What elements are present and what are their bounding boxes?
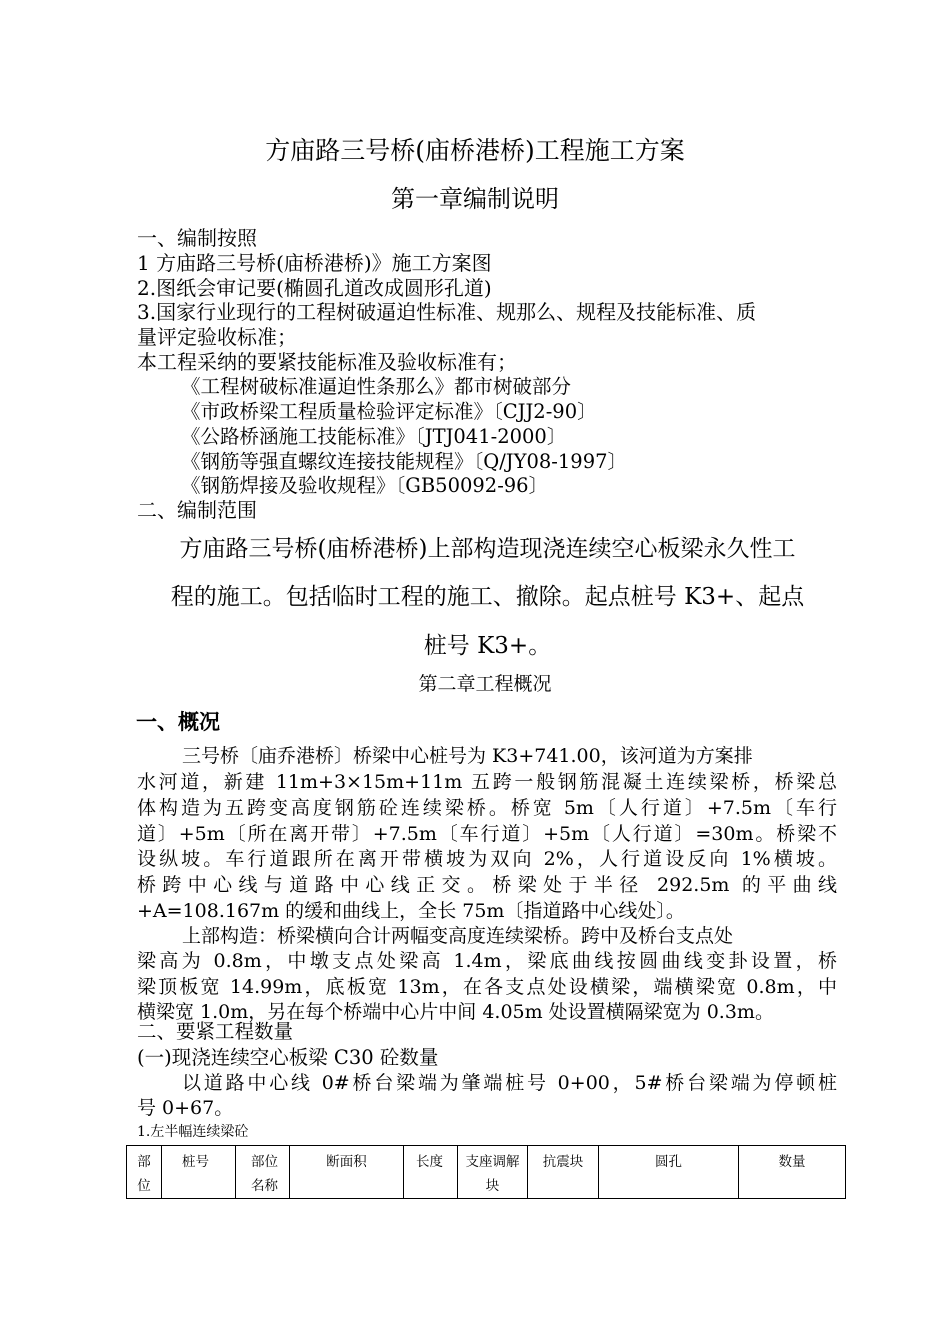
standard-item: 《公路桥涵施工技能标准》〔JTJ041-2000〕 xyxy=(181,425,567,448)
table-caption: 1.左半幅连续梁砼 xyxy=(137,1124,249,1140)
table-header-cell: 长度 xyxy=(404,1146,458,1199)
para1-line-5: 设纵坡。车行道跟所在离开带横坡为双向 2%，人行道设反向 1%横坡。 xyxy=(137,848,837,870)
standards-intro: 本工程采纳的要紧技能标准及验收标准有； xyxy=(137,350,517,374)
table-header-cell: 圆孔 xyxy=(599,1146,739,1199)
table-header-cell: 部位名称 xyxy=(236,1146,290,1199)
concrete-quantity-table xyxy=(126,1145,846,1199)
para2-line-2: 梁高为 0.8m，中墩支点处梁高 1.4m，梁底曲线按圆曲线变卦设置，桥 xyxy=(137,950,837,972)
table-header-cell: 数量 xyxy=(739,1146,846,1199)
para1-line-4: 道〕+5m〔所在离开带〕+7.5m〔车行道〕+5m〔人行道〕=30m。桥梁不 xyxy=(137,823,837,845)
basis-item-3: 3.国家行业现行的工程树破逼迫性标准、规那么、规程及技能标准、质 xyxy=(137,300,757,324)
para2-line-4: 横梁宽 1.0m，另在每个桥端中心片中间 4.05m 处设置横隔梁宽为 0.3m。 xyxy=(137,1001,774,1023)
table-header-cell: 抗震块 xyxy=(528,1146,599,1199)
basis-item-2: 2.图纸会审记要(椭圆孔道改成圆形孔道) xyxy=(137,276,492,300)
para2-line-1: 上部构造：桥梁横向合计两幅变高度连续梁桥。跨中及桥台支点处 xyxy=(182,925,734,947)
scope-line-3: 桩号 K3+。 xyxy=(423,633,552,659)
subsection-c30: (一)现浇连续空心板梁 C30 砼数量 xyxy=(137,1046,439,1069)
chapter-1-heading: 第一章编制说明 xyxy=(391,185,559,213)
standard-item: 《钢筋等强直螺纹连接技能规程》〔Q/JY08-1997〕 xyxy=(181,450,628,473)
chapter-2-heading: 第二章工程概况 xyxy=(418,673,552,695)
table-header-cell: 支座调解块 xyxy=(458,1146,528,1199)
standard-item: 《钢筋焊接及验收规程》〔GB50092-96〕 xyxy=(181,474,549,497)
para3-line-2: 号 0+67。 xyxy=(137,1097,234,1119)
section-scope-heading: 二、编制范围 xyxy=(137,498,257,522)
standard-item: 《市政桥梁工程质量检验评定标准》〔CJJ2-90〕 xyxy=(181,400,597,423)
para1-line-6: 桥跨中心线与道路中心线正交。桥梁处于半径 292.5m 的平曲线 xyxy=(137,874,837,896)
para1-line-2: 水河道，新建 11m+3×15m+11m 五跨一般钢筋混凝土连续梁桥，桥梁总 xyxy=(137,771,837,793)
para3-line-1: 以道路中心线 0#桥台梁端为肇端桩号 0+00，5#桥台梁端为停顿桩 xyxy=(182,1072,837,1094)
table-header-cell: 断面积 xyxy=(290,1146,404,1199)
basis-item-1: 1 方庙路三号桥(庙桥港桥)》施工方案图 xyxy=(137,251,492,275)
overview-heading: 一、概况 xyxy=(136,710,220,734)
section-quantities-heading: 二、要紧工程数量 xyxy=(137,1020,294,1043)
document-title: 方庙路三号桥(庙桥港桥)工程施工方案 xyxy=(265,136,685,165)
para1-line-3: 体构造为五跨变高度钢筋砼连续梁桥。桥宽 5m〔人行道〕+7.5m〔车行 xyxy=(137,797,837,819)
para2-line-3: 梁顶板宽 14.99m，底板宽 13m，在各支点处设横梁，端横梁宽 0.8m，中 xyxy=(137,976,837,998)
basis-item-3-cont: 量评定验收标准； xyxy=(137,325,297,349)
table-header-row xyxy=(127,1146,846,1199)
para1-line-7: +A=108.167m 的缓和曲线上，全长 75m〔指道路中心线处〕。 xyxy=(137,900,685,922)
table-header-cell: 桩号 xyxy=(162,1146,236,1199)
scope-line-1: 方庙路三号桥(庙桥港桥)上部构造现浇连续空心板梁永久性工 xyxy=(179,536,796,562)
table-header-cell: 部位 xyxy=(127,1146,162,1199)
section-basis-heading: 一、编制按照 xyxy=(137,226,257,250)
standard-item: 《工程树破标准逼迫性条那么》都市树破部分 xyxy=(181,375,572,398)
scope-line-2: 程的施工。包括临时工程的施工、撤除。起点桩号 K3+、起点 xyxy=(170,584,805,610)
para1-line-1: 三号桥〔庙乔港桥〕桥梁中心桩号为 K3+741.00，该河道为方案排 xyxy=(182,745,753,767)
